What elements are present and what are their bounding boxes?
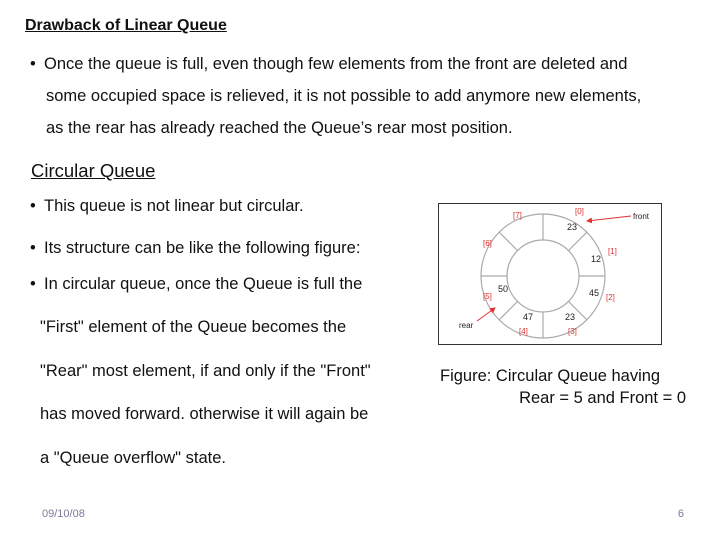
section-title-drawback: Drawback of Linear Queue: [25, 17, 227, 34]
continuation-line-4: a "Queue overflow" state.: [40, 449, 226, 467]
front-arrow: [587, 216, 631, 221]
slot-index-2: [2]: [606, 293, 615, 302]
footer-date: 09/10/08: [42, 508, 85, 520]
slot-index-0: [0]: [575, 207, 584, 216]
circular-bullet-1: [30, 197, 304, 216]
drawback-bullet: [30, 48, 710, 144]
slot-index-7: [7]: [513, 211, 522, 220]
drawback-line-3: as the rear has already reached the Queue’s rear most position.: [46, 119, 513, 137]
slot-value-2: 45: [589, 288, 600, 298]
bullet-marker: •: [30, 55, 36, 73]
circular-bullet-3-text: In circular queue, once the Queue is full the: [44, 275, 363, 293]
slot-value-1: 12: [591, 254, 602, 264]
circular-bullet-3: [30, 275, 362, 294]
continuation-line-2: "Rear" most element, if and only if the "Front": [40, 362, 371, 380]
section-title-circular-queue: Circular Queue: [31, 160, 156, 181]
circular-bullet-2-text: Its structure can be like the following figure:: [44, 239, 361, 257]
figure-caption: [440, 365, 686, 409]
bullet-marker: •: [30, 197, 36, 215]
circular-queue-diagram: [439, 204, 661, 344]
figure-caption-line-1: Figure: Circular Queue having: [440, 367, 661, 385]
circular-bullet-1-text: This queue is not linear but circular.: [44, 197, 304, 215]
slot-value-4: 47: [523, 312, 534, 322]
slot-divider: [499, 301, 518, 320]
continuation-line-1: "First" element of the Queue becomes the: [40, 318, 347, 336]
slot-index-1: [1]: [608, 247, 617, 256]
slot-divider: [568, 232, 587, 251]
front-label: front: [633, 212, 650, 221]
page-number: 6: [677, 508, 684, 520]
slot-value-5: 50: [498, 284, 509, 294]
figure-caption-line-2: Rear = 5 and Front = 0: [519, 389, 686, 407]
slot-value-0: 23: [567, 222, 578, 232]
rear-label: rear: [459, 321, 474, 330]
slot-index-4: [4]: [519, 327, 528, 336]
slot-index-6: [6]: [483, 239, 492, 248]
slot-value-3: 23: [565, 312, 576, 322]
circular-queue-figure: [438, 203, 662, 345]
continuation-line-3: has moved forward. otherwise it will again be: [40, 405, 369, 423]
drawback-line-2: some occupied space is relieved, it is not possible to add anymore new elements,: [46, 87, 642, 105]
rear-arrow: [477, 308, 495, 321]
bullet-marker: •: [30, 275, 36, 293]
slot-index-3: [3]: [568, 327, 577, 336]
circular-bullet-2: [30, 239, 360, 258]
slot-divider: [499, 232, 518, 251]
bullet-marker: •: [30, 239, 36, 257]
drawback-line-1: Once the queue is full, even though few elements from the front are deleted and: [44, 55, 628, 73]
slot-index-5: [5]: [483, 292, 492, 301]
